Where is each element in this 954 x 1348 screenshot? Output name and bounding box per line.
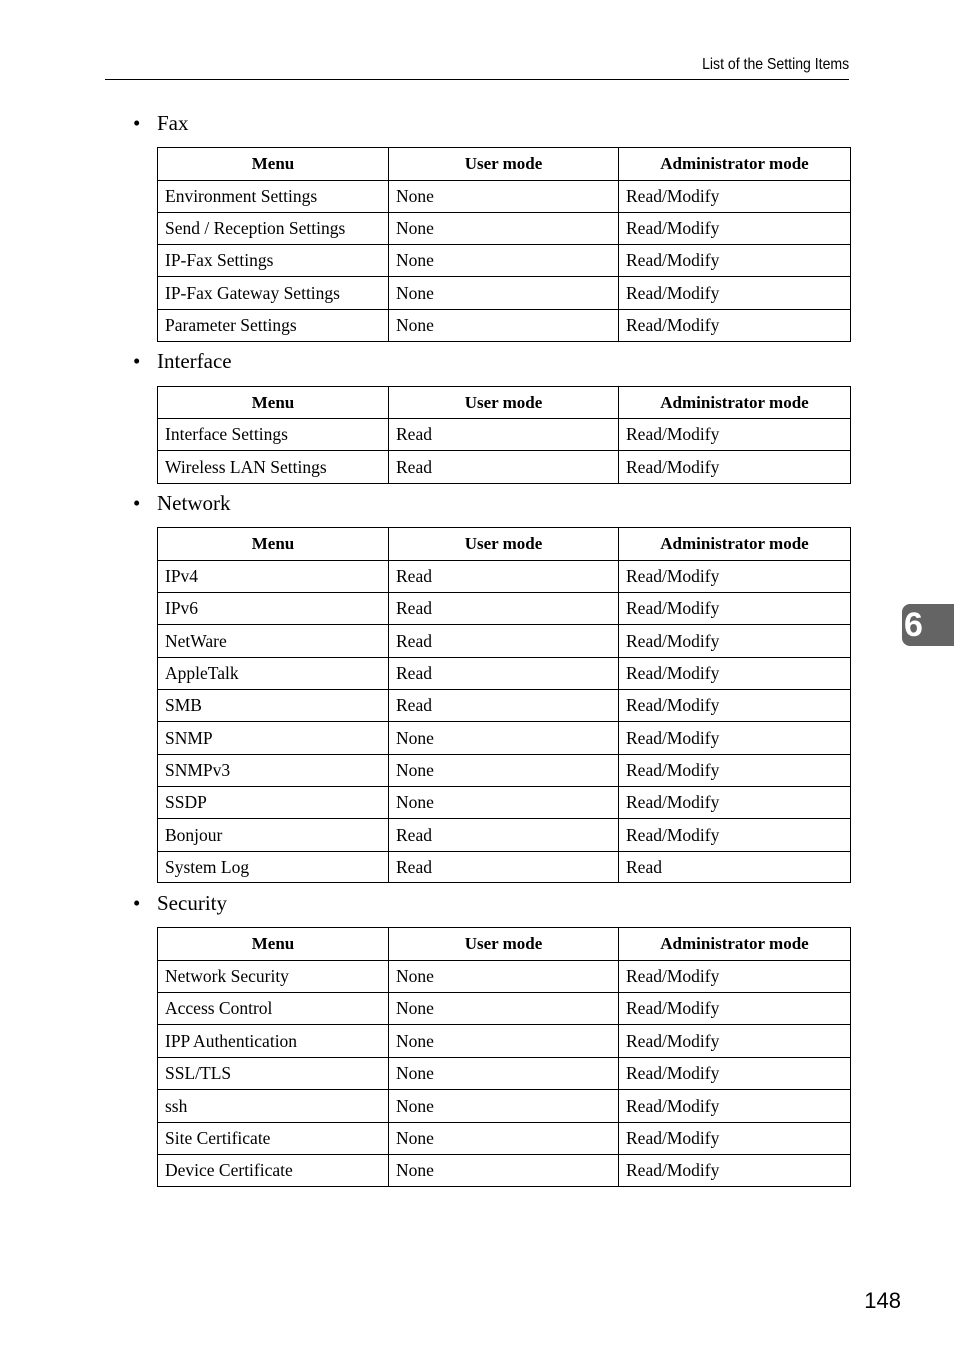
user-mode-cell: None	[389, 277, 619, 310]
menu-cell: Access Control	[158, 993, 389, 1025]
admin-mode-cell: Read/Modify	[619, 593, 851, 625]
menu-cell: System Log	[158, 852, 389, 883]
menu-cell: NetWare	[158, 625, 389, 658]
user-mode-cell: None	[389, 213, 619, 245]
column-header: Menu	[158, 148, 389, 181]
admin-mode-cell: Read/Modify	[619, 787, 851, 819]
menu-cell: Wireless LAN Settings	[158, 451, 389, 484]
table-row	[158, 593, 851, 625]
admin-mode-cell: Read/Modify	[619, 625, 851, 658]
menu-cell: IP-Fax Gateway Settings	[158, 277, 389, 310]
user-mode-cell: None	[389, 961, 619, 993]
user-mode-cell: Read	[389, 819, 619, 852]
menu-cell: IP-Fax Settings	[158, 245, 389, 277]
admin-mode-cell: Read	[619, 852, 851, 883]
table-row	[158, 181, 851, 213]
admin-mode-cell: Read/Modify	[619, 1155, 851, 1187]
menu-cell: SNMPv3	[158, 755, 389, 787]
column-header: User mode	[389, 928, 619, 961]
table-row	[158, 1123, 851, 1155]
table-row	[158, 310, 851, 342]
admin-mode-cell: Read/Modify	[619, 961, 851, 993]
table-row	[158, 658, 851, 690]
section-heading	[133, 349, 232, 373]
menu-cell: Bonjour	[158, 819, 389, 852]
table-row	[158, 1058, 851, 1090]
section-heading	[133, 111, 189, 135]
table-header-row	[158, 148, 851, 181]
admin-mode-cell: Read/Modify	[619, 819, 851, 852]
admin-mode-cell: Read/Modify	[619, 245, 851, 277]
table-row	[158, 625, 851, 658]
table-row	[158, 993, 851, 1025]
admin-mode-cell: Read/Modify	[619, 1123, 851, 1155]
table-row	[158, 1090, 851, 1123]
bullet-icon: •	[133, 111, 141, 135]
user-mode-cell: None	[389, 1123, 619, 1155]
column-header: Administrator mode	[619, 148, 851, 181]
table-row	[158, 245, 851, 277]
table-header-row	[158, 528, 851, 561]
section-heading	[133, 491, 230, 515]
section-title: Security	[157, 891, 227, 915]
table-row	[158, 961, 851, 993]
bullet-icon: •	[133, 891, 141, 915]
admin-mode-cell: Read/Modify	[619, 658, 851, 690]
admin-mode-cell: Read/Modify	[619, 755, 851, 787]
admin-mode-cell: Read/Modify	[619, 993, 851, 1025]
menu-cell: IPv6	[158, 593, 389, 625]
user-mode-cell: Read	[389, 561, 619, 593]
menu-cell: SNMP	[158, 722, 389, 755]
user-mode-cell: None	[389, 722, 619, 755]
table-row	[158, 561, 851, 593]
column-header: Menu	[158, 928, 389, 961]
admin-mode-cell: Read/Modify	[619, 690, 851, 722]
column-header: Administrator mode	[619, 528, 851, 561]
menu-cell: Network Security	[158, 961, 389, 993]
menu-cell: Interface Settings	[158, 419, 389, 451]
user-mode-cell: Read	[389, 419, 619, 451]
menu-cell: AppleTalk	[158, 658, 389, 690]
menu-cell: Environment Settings	[158, 181, 389, 213]
user-mode-cell: Read	[389, 852, 619, 883]
table-row	[158, 787, 851, 819]
menu-cell: IPP Authentication	[158, 1025, 389, 1058]
user-mode-cell: None	[389, 787, 619, 819]
menu-cell: IPv4	[158, 561, 389, 593]
settings-table	[157, 147, 851, 342]
table-row	[158, 419, 851, 451]
column-header: User mode	[389, 528, 619, 561]
admin-mode-cell: Read/Modify	[619, 277, 851, 310]
admin-mode-cell: Read/Modify	[619, 1090, 851, 1123]
user-mode-cell: None	[389, 245, 619, 277]
column-header: Menu	[158, 387, 389, 419]
user-mode-cell: None	[389, 310, 619, 342]
menu-cell: SMB	[158, 690, 389, 722]
chapter-tab: 6	[902, 604, 954, 646]
user-mode-cell: None	[389, 1025, 619, 1058]
user-mode-cell: Read	[389, 593, 619, 625]
header-rule	[105, 79, 849, 80]
table-row	[158, 213, 851, 245]
admin-mode-cell: Read/Modify	[619, 181, 851, 213]
table-row	[158, 690, 851, 722]
user-mode-cell: None	[389, 993, 619, 1025]
section-heading	[133, 891, 227, 915]
admin-mode-cell: Read/Modify	[619, 419, 851, 451]
menu-cell: Send / Reception Settings	[158, 213, 389, 245]
bullet-icon: •	[133, 491, 141, 515]
section-title: Interface	[157, 349, 232, 373]
column-header: Administrator mode	[619, 387, 851, 419]
user-mode-cell: Read	[389, 658, 619, 690]
table-row	[158, 1155, 851, 1187]
table-row	[158, 722, 851, 755]
admin-mode-cell: Read/Modify	[619, 1058, 851, 1090]
section-title: Fax	[157, 111, 189, 135]
bullet-icon: •	[133, 349, 141, 373]
admin-mode-cell: Read/Modify	[619, 213, 851, 245]
column-header: Administrator mode	[619, 928, 851, 961]
admin-mode-cell: Read/Modify	[619, 561, 851, 593]
user-mode-cell: None	[389, 1090, 619, 1123]
admin-mode-cell: Read/Modify	[619, 1025, 851, 1058]
settings-table	[157, 927, 851, 1187]
table-row	[158, 1025, 851, 1058]
menu-cell: SSDP	[158, 787, 389, 819]
admin-mode-cell: Read/Modify	[619, 722, 851, 755]
admin-mode-cell: Read/Modify	[619, 451, 851, 484]
settings-table	[157, 386, 851, 484]
table-row	[158, 451, 851, 484]
admin-mode-cell: Read/Modify	[619, 310, 851, 342]
user-mode-cell: None	[389, 755, 619, 787]
table-row	[158, 819, 851, 852]
table-row	[158, 852, 851, 883]
table-header-row	[158, 928, 851, 961]
section-title: Network	[157, 491, 231, 515]
user-mode-cell: None	[389, 1058, 619, 1090]
menu-cell: Device Certificate	[158, 1155, 389, 1187]
table-header-row	[158, 387, 851, 419]
menu-cell: Parameter Settings	[158, 310, 389, 342]
user-mode-cell: None	[389, 1155, 619, 1187]
menu-cell: Site Certificate	[158, 1123, 389, 1155]
user-mode-cell: None	[389, 181, 619, 213]
column-header: Menu	[158, 528, 389, 561]
column-header: User mode	[389, 387, 619, 419]
user-mode-cell: Read	[389, 690, 619, 722]
user-mode-cell: Read	[389, 451, 619, 484]
page-number: 148	[864, 1288, 901, 1313]
user-mode-cell: Read	[389, 625, 619, 658]
table-row	[158, 755, 851, 787]
menu-cell: SSL/TLS	[158, 1058, 389, 1090]
menu-cell: ssh	[158, 1090, 389, 1123]
running-header-title: List of the Setting Items	[701, 56, 849, 73]
column-header: User mode	[389, 148, 619, 181]
settings-table	[157, 527, 851, 883]
table-row	[158, 277, 851, 310]
